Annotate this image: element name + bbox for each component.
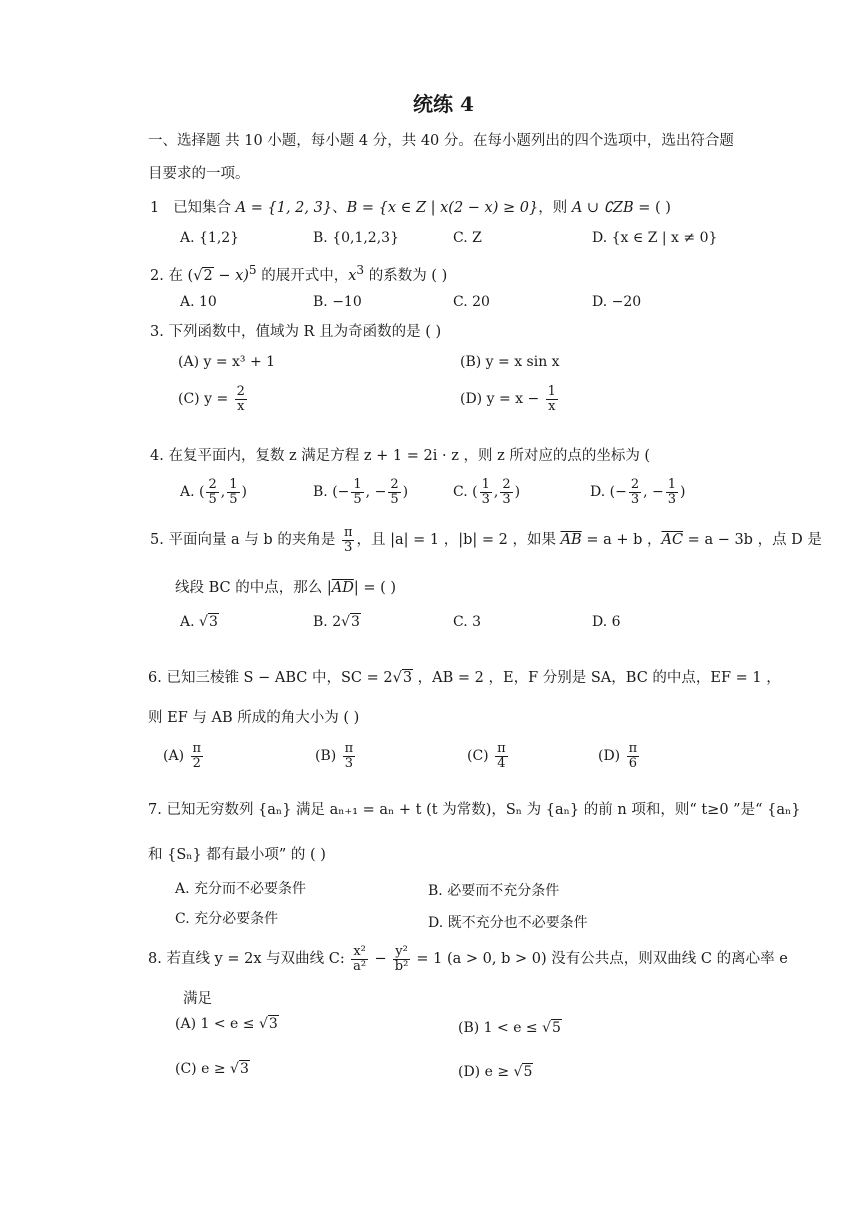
radicand: 3 [208,614,218,630]
q1-expression: A ∪ ∁ZB [571,200,634,216]
fraction [342,526,355,554]
numerator: π [497,741,506,756]
numerator: π [343,525,353,540]
q2-text-b: − x) [213,267,249,284]
sqrt-sign: √ [341,614,351,630]
paren: ) [241,484,247,501]
numerator: 1 [547,384,556,399]
fraction [227,478,239,506]
q2-option-c: C. 20 [453,294,490,310]
q3-option-c-label: (C) y = [178,391,233,408]
numerator: 1 [667,477,677,492]
fraction [627,742,640,770]
q2-exponent: 5 [248,263,257,277]
fraction [206,478,218,506]
q4-text: 在复平面内，复数 z 满足方程 z + 1 = 2i · z ，则 z 所对应的点的坐标为 ( [168,448,651,464]
q1-sep: 、 [332,200,347,216]
option-label: (A) [163,748,185,765]
option-label: (B) [315,748,337,765]
numerator: y² [395,944,408,959]
fraction [495,742,508,770]
q5-text-f: | = ( ) [353,580,397,596]
q5-option-d: D. 6 [592,614,621,630]
q2-text-a: 在 ( [168,267,194,284]
q2-option-a: A. 10 [180,294,217,310]
q2-variable: x [348,267,357,284]
denominator: 3 [630,491,640,507]
question-5-line-2 [175,576,396,597]
numerator: 2 [502,477,511,492]
fraction [191,742,204,770]
comma: , [220,484,226,501]
question-number: 5. [150,532,164,549]
radicand: 3 [402,670,413,686]
option-label: A. ( [180,484,205,501]
sqrt-sign: √ [258,1016,268,1032]
denominator: 5 [390,491,399,507]
q5-option-c: C. 3 [453,614,482,630]
denominator: 3 [344,539,353,555]
minus: − [369,951,392,968]
q7-option-d: D. 既不充分也不必要条件 [428,915,588,931]
radicand: 3 [351,614,360,630]
q4-option-d [590,478,686,506]
q5-text-e: 线段 BC 的中点，那么 | [175,580,332,596]
q5-text-a: 平面向量 a 与 b 的夹角是 [168,532,340,549]
q5-option-b [313,614,361,630]
q1-text-c: = ( ) [633,200,671,216]
q1-text: 已知集合 [173,200,236,216]
option-label: (D) e ≥ [458,1064,514,1080]
question-7-line-2: 和 {Sₙ} 都有最小项” 的 ( ) [148,847,326,863]
denominator: x [237,398,245,414]
fraction [480,478,492,506]
denominator: x [548,398,556,414]
numerator: 1 [481,477,490,492]
q1-option-d: D. {x ∈ Z | x ≠ 0} [592,230,718,246]
q1-text-b: ，则 [538,200,572,216]
sqrt-sign: √ [193,267,203,284]
q1-set-a: A = {1, 2, 3} [235,200,333,216]
q7-option-b: B. 必要而不充分条件 [428,883,560,899]
q8-option-d [458,1064,533,1080]
numerator: x² [353,944,366,959]
vector-ad: $\overline{AD}$ [331,580,354,596]
denominator: 5 [229,491,238,507]
denominator: 3 [667,491,677,507]
paren: ) [680,484,686,501]
section-intro-line-1: 一、选择题 共 10 小题，每小题 4 分，共 40 分。在每小题列出的四个选项中，选出符合题 [148,133,734,149]
denominator: 3 [481,491,490,507]
q3-option-d [460,385,560,413]
section-intro-line-2: 目要求的一项。 [148,166,250,182]
q6-option-b [315,742,357,770]
question-6-stem [148,666,781,687]
radicand: 5 [552,1020,561,1036]
q8-option-b [458,1020,562,1036]
q1-option-b: B. {0,1,2,3} [313,230,399,246]
q1-option-a: A. {1,2} [180,230,240,246]
question-1-stem [150,196,671,217]
numerator: 2 [236,384,245,399]
question-number: 3. [150,324,164,340]
q2-variable-exponent: 3 [356,263,365,277]
q3-option-b: (B) y = x sin x [460,354,560,370]
option-label: (D) [598,748,621,765]
q3-option-a: (A) y = x³ + 1 [178,354,276,370]
numerator: 2 [390,477,399,492]
sqrt-sign: √ [230,1061,239,1077]
q5-text-c: = a + b ， [581,532,662,549]
q7-option-c: C. 充分必要条件 [175,911,279,927]
q6-option-c [467,742,510,770]
denominator: 4 [497,755,506,771]
page-title: 统练 4 [413,92,474,116]
option-label: (A) 1 < e ≤ [175,1016,259,1032]
comma: , [493,484,499,501]
question-7-stem: 7. 已知无穷数列 {aₙ} 满足 aₙ₊₁ = aₙ + t (t 为常数)，Sₙ 为 {aₙ} 的前 n 项和，则“ t≥0 ”是“ {aₙ} [148,802,801,818]
fraction [351,478,363,506]
q1-set-b: B = {x ∈ Z | x(2 − x) ≥ 0} [346,200,539,216]
question-number: 1 [150,200,160,216]
question-5-stem [150,526,822,554]
q3-text: 下列函数中，值域为 R 且为奇函数的是 ( ) [168,324,442,340]
paren: ) [402,484,409,501]
radicand: 5 [523,1064,533,1080]
numerator: 1 [353,477,362,492]
q2-option-d: D. −20 [592,294,642,310]
option-label: (C) [467,748,489,765]
question-number: 4. [150,448,164,464]
sqrt-sign: √ [199,614,208,630]
q6-text-b: ，AB = 2 ，E，F 分别是 SA，BC 的中点，EF = 1 ， [413,670,781,686]
radicand: 3 [268,1016,278,1032]
q4-option-b [313,478,408,506]
numerator: 2 [208,477,217,492]
option-label: D. (− [590,484,627,501]
q5-text-d: = a − 3b ，点 D 是 [683,532,822,549]
q8-text-a: 8. 若直线 y = 2x 与双曲线 C: [148,951,350,968]
option-label: B. (− [313,484,350,501]
fraction [629,478,641,506]
q5-option-a [180,614,219,630]
fraction [393,945,410,973]
fraction [351,945,368,973]
fraction [666,478,678,506]
denominator: 5 [353,491,362,507]
question-3-stem [150,320,441,341]
fraction [500,478,512,506]
comma: , − [365,484,387,501]
paren: ) [514,484,521,501]
sqrt-sign: √ [542,1020,552,1036]
q8-option-a [175,1016,279,1032]
q3-option-c [178,385,249,413]
radicand: 3 [239,1061,249,1077]
q6-option-a [163,742,205,770]
fraction [235,385,247,413]
numerator: 1 [229,477,238,492]
q2-radicand: 2 [203,267,213,284]
question-8-line-2: 满足 [183,991,212,1007]
denominator: 6 [628,755,638,771]
q6-option-d [598,742,641,770]
fraction [343,742,356,770]
sqrt-sign: √ [392,670,402,686]
q2-text-d: 的系数为 ( ) [364,267,448,284]
fraction [546,385,558,413]
q3-option-d-label: (D) y = x − [460,391,544,408]
q1-option-c: C. Z [453,230,482,246]
denominator: 3 [344,755,354,771]
q8-option-c [175,1061,250,1077]
option-label: A. [180,614,200,630]
vector-ab: $\overline{AB}$ [560,532,582,549]
numerator: π [344,741,354,756]
fraction [388,478,400,506]
q5-text-b: ，且 |a| = 1 ，|b| = 2 ，如果 [356,532,561,549]
question-4-stem [150,444,650,465]
denominator: 5 [208,491,217,507]
question-6-line-2: 则 EF 与 AB 所成的角大小为 ( ) [148,710,360,726]
denominator: b² [394,958,409,974]
option-label: C. ( [453,484,478,501]
option-label: B. 2 [313,614,342,630]
q8-text-b: = 1 (a > 0, b > 0) 没有公共点，则双曲线 C 的离心率 e [411,951,788,968]
q4-option-a [180,478,247,506]
denominator: 2 [192,755,201,771]
numerator: 2 [630,477,640,492]
vector-ac: $\overline{AC}$ [661,532,684,549]
q2-text-c: 的展开式中， [256,267,349,284]
q2-option-b: B. −10 [313,294,362,310]
sqrt-sign: √ [513,1064,523,1080]
question-2-stem [150,263,447,285]
denominator: a² [353,958,367,974]
q6-text-a: 6. 已知三棱锥 S − ABC 中，SC = 2 [148,670,393,686]
numerator: π [192,741,202,756]
question-number: 2. [150,267,164,284]
comma: , − [643,484,664,501]
denominator: 3 [502,491,511,507]
numerator: π [628,741,638,756]
option-label: (C) e ≥ [175,1061,231,1077]
option-label: (B) 1 < e ≤ [458,1020,543,1036]
q4-option-c [453,478,520,506]
question-8-stem [148,945,788,973]
q7-option-a: A. 充分而不必要条件 [175,881,307,897]
